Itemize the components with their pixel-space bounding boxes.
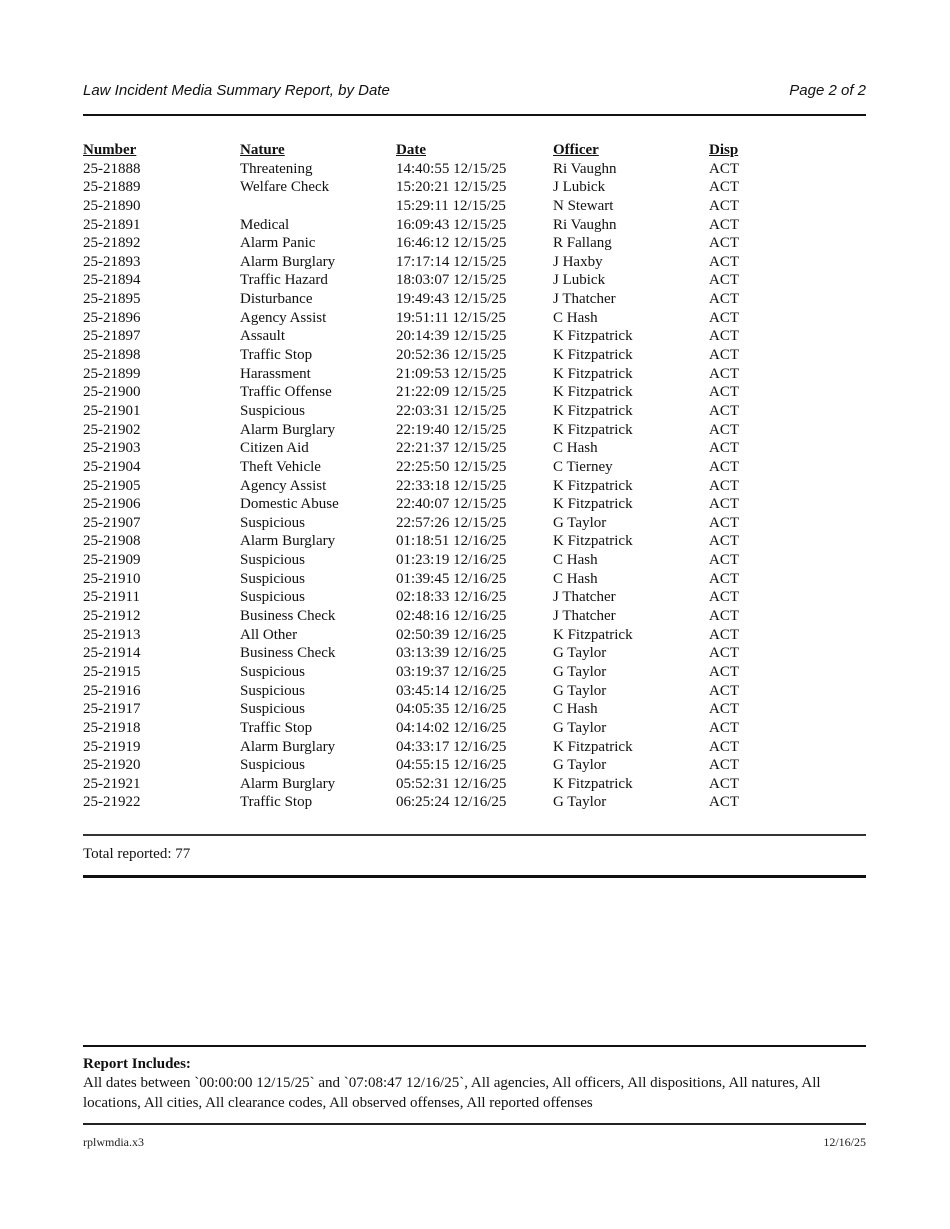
table-row bbox=[83, 346, 866, 365]
cell-nature: Citizen Aid bbox=[240, 440, 309, 457]
cell-officer: K Fitzpatrick bbox=[553, 626, 633, 643]
cell-date: 03:13:39 12/16/25 bbox=[396, 645, 507, 662]
table-row bbox=[83, 514, 866, 533]
cell-date: 21:22:09 12/15/25 bbox=[396, 384, 507, 401]
cell-nature: Disturbance bbox=[240, 291, 313, 308]
cell-officer: K Fitzpatrick bbox=[553, 384, 633, 401]
cell-number: 25-21889 bbox=[83, 179, 141, 196]
cell-disp: ACT bbox=[709, 701, 739, 718]
cell-number: 25-21909 bbox=[83, 552, 141, 569]
total-reported: Total reported: 77 bbox=[83, 846, 191, 862]
cell-officer: J Lubick bbox=[553, 272, 606, 289]
cell-disp: ACT bbox=[709, 757, 739, 774]
cell-nature: Welfare Check bbox=[240, 179, 330, 196]
table-row bbox=[83, 178, 866, 197]
cell-date: 04:55:15 12/16/25 bbox=[396, 757, 507, 774]
cell-date: 17:17:14 12/15/25 bbox=[396, 253, 507, 270]
cell-date: 14:40:55 12/15/25 bbox=[396, 160, 507, 177]
table-row bbox=[83, 663, 866, 682]
cell-disp: ACT bbox=[709, 235, 739, 252]
report-includes-heading: Report Includes: bbox=[83, 1056, 191, 1072]
table-row bbox=[83, 644, 866, 663]
cell-number: 25-21902 bbox=[83, 421, 141, 438]
cell-date: 03:45:14 12/16/25 bbox=[396, 682, 507, 699]
table-row bbox=[83, 495, 866, 514]
cell-date: 20:52:36 12/15/25 bbox=[396, 347, 507, 364]
table-row bbox=[83, 570, 866, 589]
cell-officer: C Hash bbox=[553, 570, 598, 587]
cell-disp: ACT bbox=[709, 309, 739, 326]
cell-officer: K Fitzpatrick bbox=[553, 402, 633, 419]
cell-officer: C Hash bbox=[553, 552, 598, 569]
cell-officer: G Taylor bbox=[553, 514, 607, 531]
cell-officer: Ri Vaughn bbox=[553, 160, 617, 177]
cell-nature: Assault bbox=[240, 328, 285, 345]
cell-disp: ACT bbox=[709, 347, 739, 364]
cell-officer: J Lubick bbox=[553, 179, 606, 196]
cell-officer: Ri Vaughn bbox=[553, 216, 617, 233]
cell-officer: K Fitzpatrick bbox=[553, 775, 633, 792]
cell-date: 22:25:50 12/15/25 bbox=[396, 458, 507, 475]
cell-number: 25-21918 bbox=[83, 719, 141, 736]
cell-nature: Agency Assist bbox=[240, 477, 327, 494]
table-row bbox=[83, 775, 866, 794]
cell-nature: Suspicious bbox=[240, 514, 306, 531]
cell-officer: G Taylor bbox=[553, 719, 607, 736]
incident-table bbox=[83, 141, 866, 812]
cell-disp: ACT bbox=[709, 738, 739, 755]
cell-date: 01:18:51 12/16/25 bbox=[396, 533, 507, 550]
cell-date: 03:19:37 12/16/25 bbox=[396, 663, 507, 680]
cell-nature: All Other bbox=[240, 626, 298, 643]
cell-officer: R Fallang bbox=[553, 235, 612, 252]
cell-number: 25-21890 bbox=[83, 197, 141, 214]
cell-officer: G Taylor bbox=[553, 757, 607, 774]
cell-disp: ACT bbox=[709, 514, 739, 531]
cell-disp: ACT bbox=[709, 253, 739, 270]
cell-disp: ACT bbox=[709, 608, 739, 625]
cell-officer: G Taylor bbox=[553, 645, 607, 662]
cell-date: 05:52:31 12/16/25 bbox=[396, 775, 507, 792]
cell-nature: Suspicious bbox=[240, 663, 306, 680]
cell-nature: Alarm Panic bbox=[240, 235, 316, 252]
cell-date: 16:46:12 12/15/25 bbox=[396, 235, 507, 252]
footer-divider bbox=[83, 1123, 866, 1125]
cell-date: 06:25:24 12/16/25 bbox=[396, 794, 507, 811]
cell-officer: J Thatcher bbox=[553, 589, 616, 606]
cell-number: 25-21900 bbox=[83, 384, 141, 401]
cell-disp: ACT bbox=[709, 421, 739, 438]
table-row bbox=[83, 532, 866, 551]
column-header-number: Number bbox=[83, 142, 137, 158]
table-row bbox=[83, 383, 866, 402]
cell-date: 22:57:26 12/15/25 bbox=[396, 514, 507, 531]
cell-disp: ACT bbox=[709, 682, 739, 699]
table-row bbox=[83, 551, 866, 570]
cell-disp: ACT bbox=[709, 197, 739, 214]
cell-number: 25-21912 bbox=[83, 608, 141, 625]
table-row bbox=[83, 216, 866, 235]
cell-nature: Harassment bbox=[240, 365, 311, 382]
cell-disp: ACT bbox=[709, 589, 739, 606]
cell-number: 25-21915 bbox=[83, 663, 141, 680]
table-row bbox=[83, 402, 866, 421]
cell-number: 25-21919 bbox=[83, 738, 141, 755]
cell-officer: J Thatcher bbox=[553, 291, 616, 308]
summary-divider bbox=[83, 875, 866, 878]
cell-officer: G Taylor bbox=[553, 663, 607, 680]
cell-date: 04:33:17 12/16/25 bbox=[396, 738, 507, 755]
table-row bbox=[83, 477, 866, 496]
cell-date: 02:50:39 12/16/25 bbox=[396, 626, 507, 643]
cell-disp: ACT bbox=[709, 645, 739, 662]
cell-officer: C Hash bbox=[553, 440, 598, 457]
cell-number: 25-21897 bbox=[83, 328, 141, 345]
cell-number: 25-21921 bbox=[83, 775, 141, 792]
cell-officer: J Haxby bbox=[553, 253, 603, 270]
cell-disp: ACT bbox=[709, 570, 739, 587]
cell-date: 19:49:43 12/15/25 bbox=[396, 291, 507, 308]
cell-disp: ACT bbox=[709, 179, 739, 196]
cell-officer: G Taylor bbox=[553, 682, 607, 699]
cell-officer: J Thatcher bbox=[553, 608, 616, 625]
table-row bbox=[83, 309, 866, 328]
table-row bbox=[83, 738, 866, 757]
cell-number: 25-21904 bbox=[83, 458, 141, 475]
cell-date: 19:51:11 12/15/25 bbox=[396, 309, 506, 326]
cell-nature: Medical bbox=[240, 216, 290, 233]
cell-date: 22:21:37 12/15/25 bbox=[396, 440, 507, 457]
cell-disp: ACT bbox=[709, 533, 739, 550]
table-row bbox=[83, 793, 866, 812]
cell-disp: ACT bbox=[709, 216, 739, 233]
cell-number: 25-21893 bbox=[83, 253, 141, 270]
table-row bbox=[83, 719, 866, 738]
cell-officer: G Taylor bbox=[553, 794, 607, 811]
cell-disp: ACT bbox=[709, 402, 739, 419]
cell-date: 15:20:21 12/15/25 bbox=[396, 179, 507, 196]
report-includes-text: All dates between `00:00:00 12/15/25` and `07:08:47 12/16/25`, All agencies, All officers, All dispositions, All natures, All locations, All cities, All clearance codes, All observed offenses, All reported offenses bbox=[83, 1075, 821, 1111]
cell-date: 04:14:02 12/16/25 bbox=[396, 719, 507, 736]
table-row bbox=[83, 682, 866, 701]
report-title: Law Incident Media Summary Report, by Date bbox=[83, 82, 390, 99]
cell-officer: N Stewart bbox=[553, 197, 614, 214]
table-row bbox=[83, 626, 866, 645]
cell-number: 25-21907 bbox=[83, 514, 141, 531]
cell-date: 04:05:35 12/16/25 bbox=[396, 701, 507, 718]
cell-nature: Alarm Burglary bbox=[240, 738, 336, 755]
cell-nature: Suspicious bbox=[240, 757, 306, 774]
cell-date: 16:09:43 12/15/25 bbox=[396, 216, 507, 233]
table-row bbox=[83, 458, 866, 477]
cell-number: 25-21922 bbox=[83, 794, 141, 811]
cell-disp: ACT bbox=[709, 626, 739, 643]
cell-disp: ACT bbox=[709, 440, 739, 457]
cell-date: 02:18:33 12/16/25 bbox=[396, 589, 507, 606]
cell-date: 02:48:16 12/16/25 bbox=[396, 608, 507, 625]
cell-nature: Domestic Abuse bbox=[240, 496, 339, 513]
cell-nature: Suspicious bbox=[240, 552, 306, 569]
cell-number: 25-21898 bbox=[83, 347, 141, 364]
cell-number: 25-21914 bbox=[83, 645, 141, 662]
cell-nature: Theft Vehicle bbox=[240, 458, 321, 475]
cell-number: 25-21892 bbox=[83, 235, 141, 252]
cell-nature: Business Check bbox=[240, 608, 336, 625]
column-header-officer: Officer bbox=[553, 142, 599, 158]
cell-officer: C Hash bbox=[553, 701, 598, 718]
table-row bbox=[83, 253, 866, 272]
cell-nature: Business Check bbox=[240, 645, 336, 662]
includes-top-divider bbox=[83, 1045, 866, 1047]
cell-number: 25-21888 bbox=[83, 160, 141, 177]
cell-nature: Traffic Stop bbox=[240, 347, 313, 364]
cell-date: 21:09:53 12/15/25 bbox=[396, 365, 507, 382]
cell-disp: ACT bbox=[709, 458, 739, 475]
cell-officer: K Fitzpatrick bbox=[553, 328, 633, 345]
cell-officer: K Fitzpatrick bbox=[553, 477, 633, 494]
cell-disp: ACT bbox=[709, 328, 739, 345]
cell-nature: Traffic Offense bbox=[240, 384, 332, 401]
cell-number: 25-21911 bbox=[83, 589, 140, 606]
table-row bbox=[83, 756, 866, 775]
cell-number: 25-21916 bbox=[83, 682, 141, 699]
cell-number: 25-21913 bbox=[83, 626, 141, 643]
cell-number: 25-21908 bbox=[83, 533, 141, 550]
cell-date: 22:40:07 12/15/25 bbox=[396, 496, 507, 513]
cell-disp: ACT bbox=[709, 496, 739, 513]
report-file-name: rplwmdia.x3 bbox=[83, 1135, 144, 1149]
cell-number: 25-21896 bbox=[83, 309, 141, 326]
table-row bbox=[83, 327, 866, 346]
cell-disp: ACT bbox=[709, 552, 739, 569]
cell-nature: Alarm Burglary bbox=[240, 533, 336, 550]
table-end-divider bbox=[83, 834, 866, 836]
cell-nature: Traffic Hazard bbox=[240, 272, 328, 289]
table-row bbox=[83, 607, 866, 626]
header-divider bbox=[83, 114, 866, 116]
cell-date: 20:14:39 12/15/25 bbox=[396, 328, 507, 345]
table-row bbox=[83, 421, 866, 440]
cell-number: 25-21901 bbox=[83, 402, 141, 419]
table-row bbox=[83, 197, 866, 216]
cell-nature: Suspicious bbox=[240, 402, 306, 419]
cell-officer: K Fitzpatrick bbox=[553, 365, 633, 382]
cell-disp: ACT bbox=[709, 775, 739, 792]
table-row bbox=[83, 700, 866, 719]
table-row bbox=[83, 588, 866, 607]
cell-officer: C Hash bbox=[553, 309, 598, 326]
table-row bbox=[83, 271, 866, 290]
cell-date: 18:03:07 12/15/25 bbox=[396, 272, 507, 289]
cell-number: 25-21895 bbox=[83, 291, 141, 308]
page-indicator: Page 2 of 2 bbox=[789, 82, 866, 99]
column-header-disp: Disp bbox=[709, 142, 739, 158]
cell-nature: Agency Assist bbox=[240, 309, 327, 326]
cell-officer: K Fitzpatrick bbox=[553, 496, 633, 513]
cell-disp: ACT bbox=[709, 291, 739, 308]
cell-disp: ACT bbox=[709, 365, 739, 382]
cell-number: 25-21891 bbox=[83, 216, 141, 233]
cell-number: 25-21899 bbox=[83, 365, 141, 382]
cell-number: 25-21903 bbox=[83, 440, 141, 457]
cell-nature: Traffic Stop bbox=[240, 794, 313, 811]
cell-officer: K Fitzpatrick bbox=[553, 533, 633, 550]
cell-number: 25-21917 bbox=[83, 701, 141, 718]
cell-number: 25-21906 bbox=[83, 496, 141, 513]
column-header-nature: Nature bbox=[240, 142, 285, 158]
cell-nature: Alarm Burglary bbox=[240, 775, 336, 792]
cell-nature: Alarm Burglary bbox=[240, 253, 336, 270]
cell-officer: K Fitzpatrick bbox=[553, 347, 633, 364]
cell-officer: K Fitzpatrick bbox=[553, 738, 633, 755]
print-date: 12/16/25 bbox=[823, 1135, 866, 1149]
cell-nature: Threatening bbox=[240, 160, 313, 177]
cell-nature: Alarm Burglary bbox=[240, 421, 336, 438]
cell-disp: ACT bbox=[709, 477, 739, 494]
cell-date: 01:39:45 12/16/25 bbox=[396, 570, 507, 587]
table-row bbox=[83, 290, 866, 309]
table-row bbox=[83, 234, 866, 253]
cell-date: 22:33:18 12/15/25 bbox=[396, 477, 507, 494]
table-row bbox=[83, 439, 866, 458]
table-row bbox=[83, 365, 866, 384]
cell-officer: C Tierney bbox=[553, 458, 613, 475]
cell-nature: Traffic Stop bbox=[240, 719, 313, 736]
cell-date: 01:23:19 12/16/25 bbox=[396, 552, 507, 569]
cell-disp: ACT bbox=[709, 384, 739, 401]
cell-number: 25-21920 bbox=[83, 757, 141, 774]
table-header-row bbox=[83, 141, 866, 160]
cell-disp: ACT bbox=[709, 160, 739, 177]
cell-nature: Suspicious bbox=[240, 570, 306, 587]
cell-date: 22:03:31 12/15/25 bbox=[396, 402, 507, 419]
cell-nature: Suspicious bbox=[240, 589, 306, 606]
cell-nature: Suspicious bbox=[240, 682, 306, 699]
cell-disp: ACT bbox=[709, 794, 739, 811]
cell-number: 25-21894 bbox=[83, 272, 141, 289]
cell-date: 15:29:11 12/15/25 bbox=[396, 197, 506, 214]
cell-date: 22:19:40 12/15/25 bbox=[396, 421, 507, 438]
cell-disp: ACT bbox=[709, 663, 739, 680]
cell-number: 25-21910 bbox=[83, 570, 141, 587]
table-row bbox=[83, 160, 866, 179]
cell-nature: Suspicious bbox=[240, 701, 306, 718]
cell-officer: K Fitzpatrick bbox=[553, 421, 633, 438]
cell-disp: ACT bbox=[709, 719, 739, 736]
column-header-date: Date bbox=[396, 142, 426, 158]
cell-disp: ACT bbox=[709, 272, 739, 289]
cell-number: 25-21905 bbox=[83, 477, 141, 494]
